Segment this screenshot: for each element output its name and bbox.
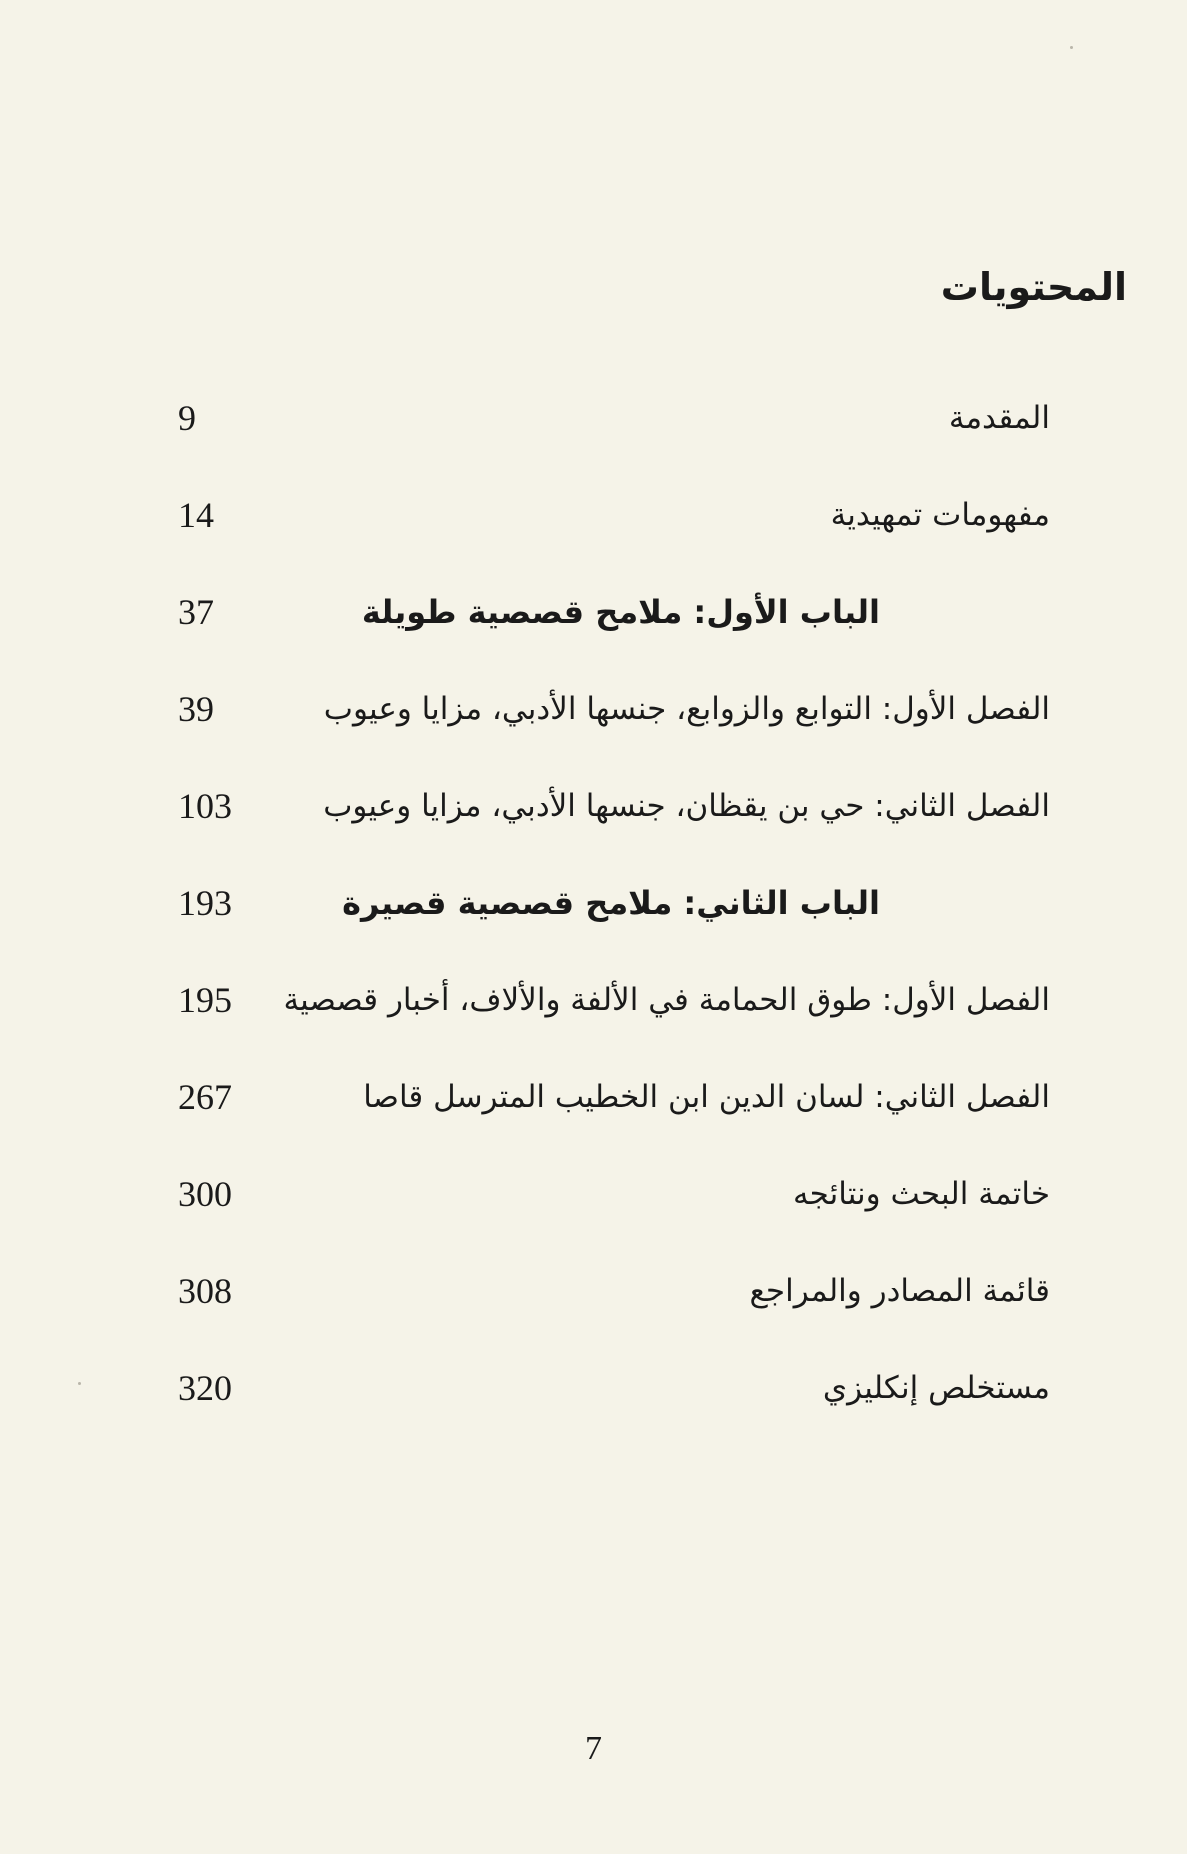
toc-part-two bbox=[150, 880, 1050, 977]
toc-page-number: 193 bbox=[178, 883, 232, 923]
toc-page-number: 195 bbox=[178, 980, 232, 1020]
toc-title: الفصل الأول: التوابع والزوابع، جنسها الأدبي، مزايا وعيوب bbox=[323, 691, 1050, 727]
toc-entry-conclusion bbox=[150, 1171, 1050, 1268]
toc-title: الفصل الثاني: لسان الدين ابن الخطيب المترسل قاصا bbox=[363, 1079, 1050, 1115]
toc-page-number: 300 bbox=[178, 1174, 232, 1214]
toc-page-number: 9 bbox=[178, 398, 196, 438]
toc-part-title: الباب الثاني: ملامح قصصية قصيرة bbox=[342, 884, 880, 922]
toc-entry-preliminary-concepts bbox=[150, 492, 1050, 589]
toc-page-number: 320 bbox=[178, 1368, 232, 1408]
toc-title: الفصل الثاني: حي بن يقظان، جنسها الأدبي، مزايا وعيوب bbox=[323, 788, 1050, 824]
toc-page-number: 39 bbox=[178, 689, 214, 729]
table-of-contents bbox=[150, 395, 1050, 1462]
toc-page-number: 267 bbox=[178, 1077, 232, 1117]
toc-entry-introduction bbox=[150, 395, 1050, 492]
toc-page-number: 37 bbox=[178, 592, 214, 632]
toc-page-number: 308 bbox=[178, 1271, 232, 1311]
paper-speck bbox=[78, 1382, 81, 1385]
toc-title: قائمة المصادر والمراجع bbox=[749, 1273, 1050, 1309]
toc-entry-part1-chapter1 bbox=[150, 686, 1050, 783]
contents-heading: المحتويات bbox=[940, 265, 1127, 309]
toc-part-title: الباب الأول: ملامح قصصية طويلة bbox=[361, 593, 880, 631]
toc-entry-part2-chapter2 bbox=[150, 1074, 1050, 1171]
toc-entry-part2-chapter1 bbox=[150, 977, 1050, 1074]
toc-page-number: 14 bbox=[178, 495, 214, 535]
toc-entry-part1-chapter2 bbox=[150, 783, 1050, 880]
toc-entry-english-abstract bbox=[150, 1365, 1050, 1462]
toc-entry-bibliography bbox=[150, 1268, 1050, 1365]
toc-title: خاتمة البحث ونتائجه bbox=[792, 1176, 1050, 1212]
paper-speck bbox=[1070, 46, 1073, 49]
toc-part-one bbox=[150, 589, 1050, 686]
page-number: 7 bbox=[585, 1730, 602, 1767]
toc-title: مستخلص إنكليزي bbox=[822, 1370, 1050, 1406]
toc-title: مفهومات تمهيدية bbox=[830, 497, 1050, 533]
toc-title: المقدمة bbox=[948, 400, 1050, 436]
toc-page-number: 103 bbox=[178, 786, 232, 826]
toc-title: الفصل الأول: طوق الحمامة في الألفة والألاف، أخبار قصصية bbox=[283, 982, 1050, 1018]
